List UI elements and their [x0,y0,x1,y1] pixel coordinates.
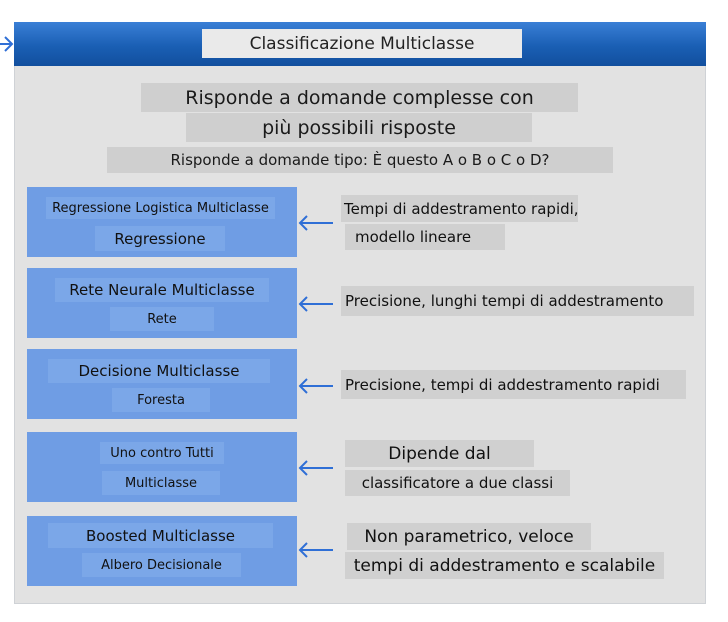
algorithm-note: Precisione, lunghi tempi di addestramento [341,286,694,316]
arrow-right-icon [0,34,14,54]
algorithm-note: tempi di addestramento e scalabile [345,552,664,579]
algorithm-type: Multiclasse [102,471,220,495]
diagram-title: Classificazione Multiclasse [202,29,522,58]
algorithm-type: Foresta [112,388,210,412]
algorithm-name: Boosted Multiclasse [48,523,273,548]
algorithm-name: Rete Neurale Multiclasse [55,278,269,302]
algorithm-note: Dipende dal [345,440,534,467]
arrow-left-icon [297,460,334,476]
arrow-left-icon [297,542,334,558]
algorithm-note: classificatore a due classi [345,470,570,496]
intro-line-2: più possibili risposte [186,113,532,142]
algorithm-name: Decisione Multiclasse [48,359,270,383]
algorithm-type: Regressione [95,226,225,251]
algorithm-note: Precisione, tempi di addestramento rapidi [341,370,686,399]
arrow-left-icon [297,296,334,312]
intro-line-3: Risponde a domande tipo: È questo A o B o C o D? [107,147,613,173]
algorithm-name: Uno contro Tutti [100,442,224,464]
intro-line-1: Risponde a domande complesse con [141,83,578,112]
arrow-left-icon [297,378,334,394]
arrow-left-icon [297,215,334,231]
algorithm-type: Rete [110,307,214,331]
algorithm-note: modello lineare [345,224,505,250]
algorithm-name: Regressione Logistica Multiclasse [46,197,275,219]
algorithm-note: Tempi di addestramento rapidi, [341,195,578,222]
algorithm-type: Albero Decisionale [82,553,241,577]
algorithm-note: Non parametrico, veloce [347,523,591,550]
